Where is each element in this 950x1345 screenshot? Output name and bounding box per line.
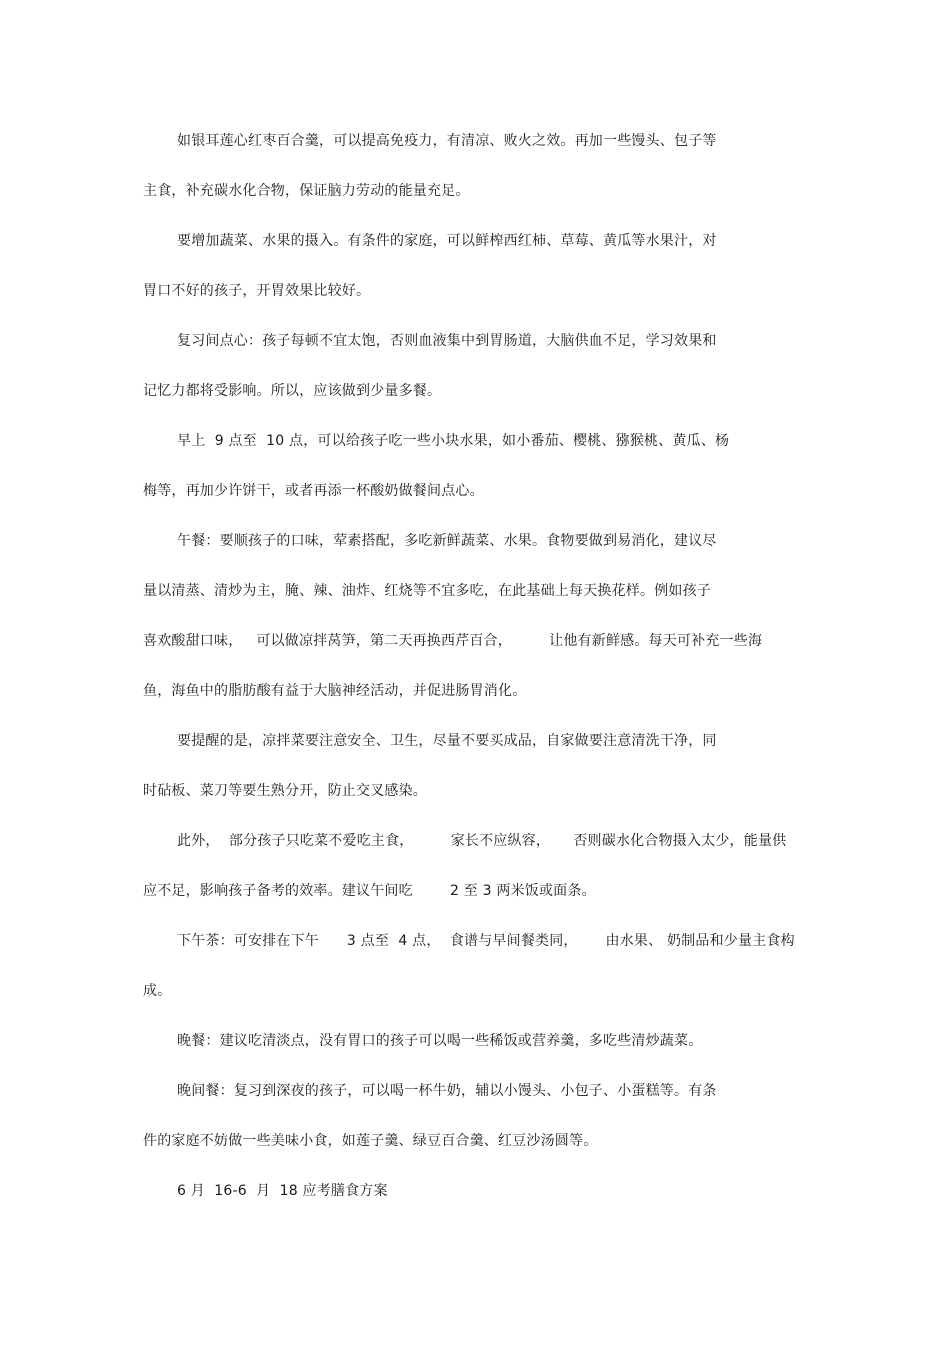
paragraph-7-line-1: 此外， 部分孩子只吃菜不爱吃主食， 家长不应纵容， 否则碳水化合物摄入太少，能量供 xyxy=(177,833,787,849)
paragraph-3-line-2: 记忆力都将受影响。所以，应该做到少量多餐。 xyxy=(143,383,442,399)
paragraph-1-line-1: 如银耳莲心红枣百合羹，可以提高免疫力，有清凉、败火之效。再加一些馒头、包子等 xyxy=(177,133,717,149)
paragraph-7-line-2: 应不足，影响孩子备考的效率。建议午间吃 2 至 3 两米饭或面条。 xyxy=(143,883,596,899)
paragraph-1-line-2: 主食，补充碳水化合物，保证脑力劳动的能量充足。 xyxy=(143,183,470,199)
paragraph-5-line-1: 午餐：要顺孩子的口味，荤素搭配，多吃新鲜蔬菜、水果。食物要做到易消化，建议尽 xyxy=(177,533,717,549)
paragraph-2-line-2: 胃口不好的孩子，开胃效果比较好。 xyxy=(143,283,371,299)
paragraph-8-line-1: 下午茶：可安排在下午 3 点至 4 点， 食谱与早间餐类同， 由水果、 奶制品和少量主食构 xyxy=(177,933,795,949)
paragraph-8-line-2: 成。 xyxy=(143,983,172,999)
paragraph-4-line-1: 早上 9 点至 10 点，可以给孩子吃一些小块水果，如小番茄、樱桃、猕猴桃、黄瓜、杨 xyxy=(177,433,730,449)
paragraph-5-line-4: 鱼，海鱼中的脂肪酸有益于大脑神经活动，并促进肠胃消化。 xyxy=(143,683,527,699)
paragraph-4-line-2: 梅等，再加少许饼干，或者再添一杯酸奶做餐间点心。 xyxy=(143,483,484,499)
paragraph-10-line-2: 件的家庭不妨做一些美味小食，如莲子羹、绿豆百合羹、红豆沙汤圆等。 xyxy=(143,1133,598,1149)
section-heading: 6 月 16-6 月 18 应考膳食方案 xyxy=(177,1183,388,1199)
paragraph-3-line-1: 复习间点心：孩子每顿不宜太饱，否则血液集中到胃肠道，大脑供血不足，学习效果和 xyxy=(177,333,717,349)
paragraph-6-line-2: 时砧板、菜刀等要生熟分开，防止交叉感染。 xyxy=(143,783,427,799)
paragraph-10-line-1: 晚间餐：复习到深夜的孩子，可以喝一杯牛奶，辅以小馒头、小包子、小蛋糕等。有条 xyxy=(177,1083,717,1099)
paragraph-5-line-3: 喜欢酸甜口味， 可以做凉拌莴笋，第二天再换西芹百合， 让他有新鲜感。每天可补充一些海 xyxy=(143,633,763,649)
paragraph-9-line-1: 晚餐：建议吃清淡点，没有胃口的孩子可以喝一些稀饭或营养羹，多吃些清炒蔬菜。 xyxy=(177,1033,703,1049)
paragraph-6-line-1: 要提醒的是，凉拌菜要注意安全、卫生，尽量不要买成品，自家做要注意清洗干净，同 xyxy=(177,733,717,749)
paragraph-5-line-2: 量以清蒸、清炒为主，腌、辣、油炸、红烧等不宜多吃，在此基础上每天换花样。例如孩子 xyxy=(143,583,711,599)
paragraph-2-line-1: 要增加蔬菜、水果的摄入。有条件的家庭，可以鲜榨西红柿、草莓、黄瓜等水果汁，对 xyxy=(177,233,717,249)
